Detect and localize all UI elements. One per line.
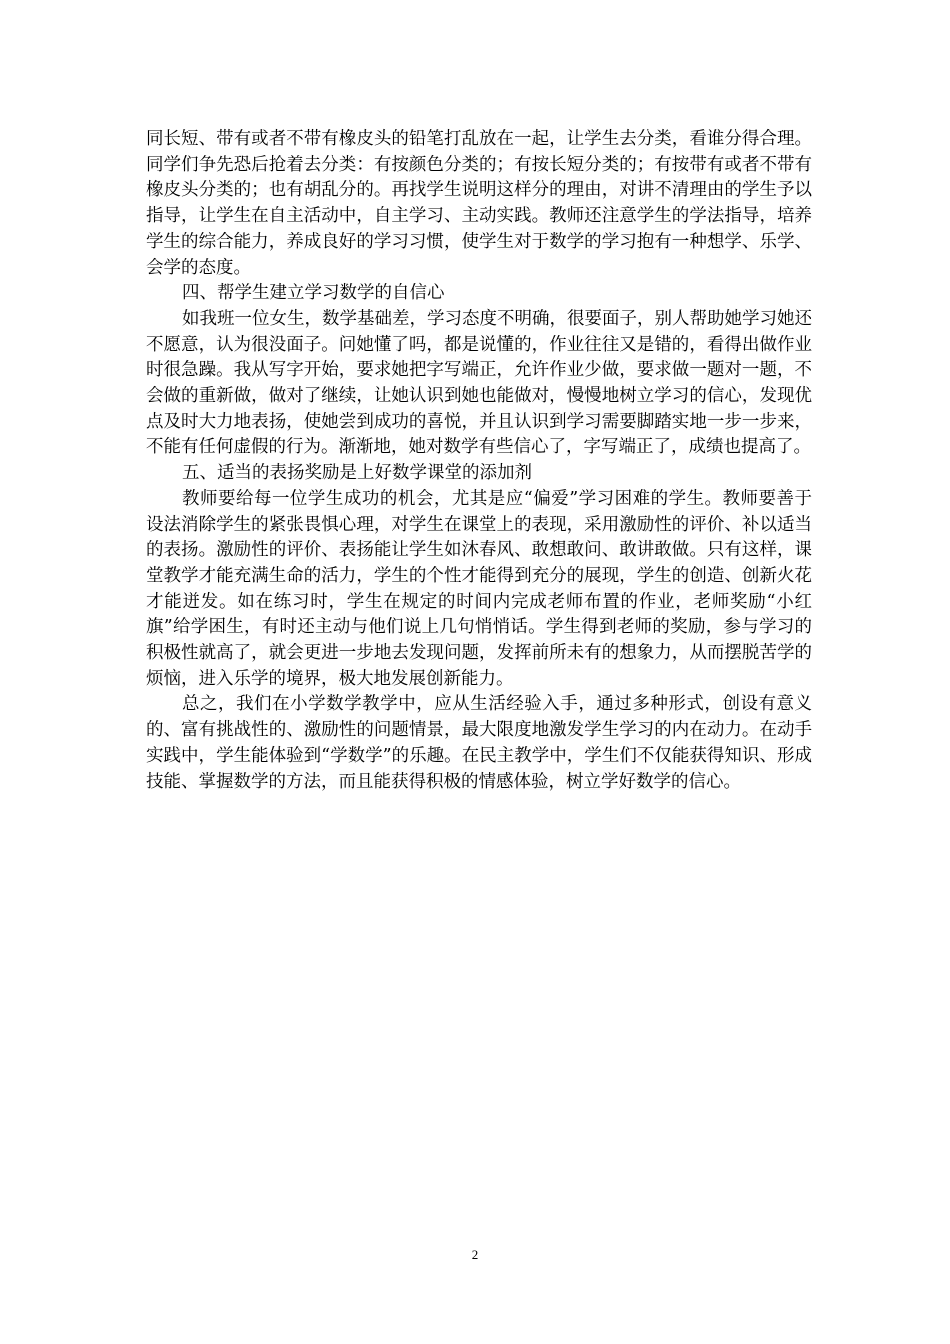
section-heading-4: 四、帮学生建立学习数学的自信心 [182, 283, 445, 304]
paragraph-confidence: 如我班一位女生，数学基础差，学习态度不明确，很要面子，别人帮助她学习她还不愿意，认为很没面子。问她懂了吗，都是说懂的，作业往往又是错的，看得出做作业时很急躁。我从写字开始，要求她把字写端正，允许作业少做，要求做一题对一题，不会做的重新做，做对了继续，让她认识到她也能做对，慢慢地树立学习的信心，发现优点及时大力地表扬，使她尝到成功的喜悦，并且认识到学习需要脚踏实地一步一步来，不能有任何虚假的行为。渐渐地，她对数学有些信心了，字写端正了，成绩也提高了。 [146, 308, 812, 458]
page-number: 2 [471, 1247, 479, 1262]
document-body [146, 127, 812, 795]
section-heading-5: 五、适当的表扬奖励是上好数学课堂的添加剂 [182, 463, 532, 484]
paragraph-conclusion: 总之，我们在小学数学教学中，应从生活经验入手，通过多种形式，创设有意义的、富有挑战性的、激励性的问题情景，最大限度地激发学生学习的内在动力。在动手实践中，学生能体验到“学数学”的乐趣。在民主教学中，学生们不仅能获得知识、形成技能、掌握数学的方法，而且能获得积极的情感体验，树立学好数学的信心。 [146, 694, 812, 792]
paragraph-praise: 教师要给每一位学生成功的机会，尤其是应“偏爱”学习困难的学生。教师要善于设法消除学生的紧张畏惧心理，对学生在课堂上的表现，采用激励性的评价、补以适当的表扬。激励性的评价、表扬能让学生如沐春风、敢想敢问、敢讲敢做。只有这样，课堂教学才能充满生命的活力，学生的个性才能得到充分的展现，学生的创造、创新火花才能迸发。如在练习时，学生在规定的时间内完成老师布置的作业，老师奖励“小红旗”给学困生，有时还主动与他们说上几句悄悄话。学生得到老师的奖励，参与学习的积极性就高了，就会更进一步地去发现问题，发挥前所未有的想象力，从而摆脱苦学的烦恼，进入乐学的境界，极大地发展创新能力。 [146, 488, 812, 689]
paragraph-continuation: 同长短、带有或者不带有橡皮头的铅笔打乱放在一起，让学生去分类，看谁分得合理。同学们争先恐后抢着去分类：有按颜色分类的；有按长短分类的；有按带有或者不带有橡皮头分类的；也有胡乱分的。再找学生说明这样分的理由，对讲不清理由的学生予以指导，让学生在自主活动中，自主学习、主动实践。教师还注意学生的学法指导，培养学生的综合能力，养成良好的学习习惯，使学生对于数学的学习抱有一种想学、乐学、会学的态度。 [146, 129, 812, 278]
